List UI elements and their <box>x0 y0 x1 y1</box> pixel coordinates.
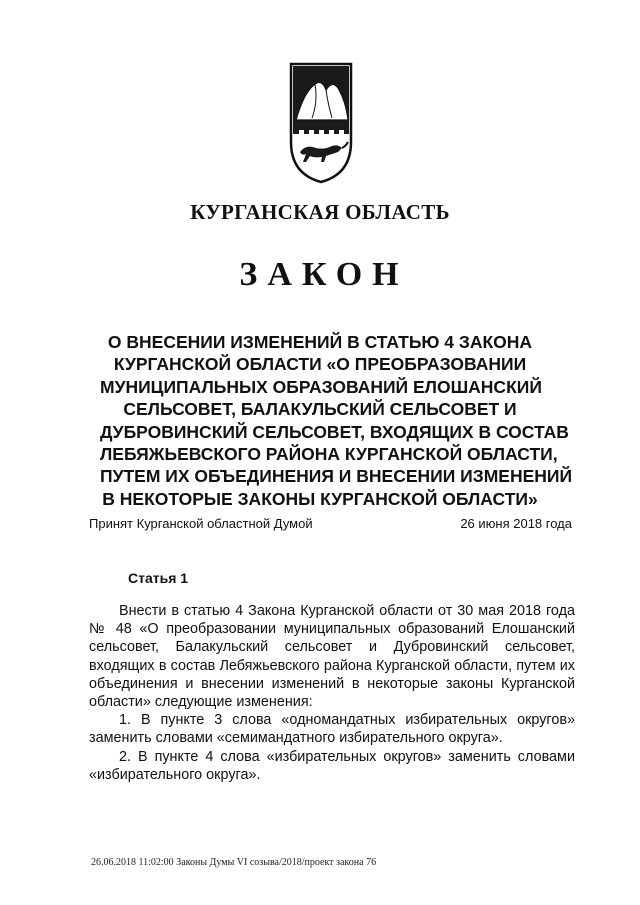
law-title-line: ЛЕБЯЖЬЕВСКОГО РАЙОНА КУРГАНСКОЙ ОБЛАСТИ, <box>100 444 558 465</box>
document-type-heading: ЗАКОН <box>239 256 409 293</box>
law-title-line: ДУБРОВИНСКИЙ СЕЛЬСОВЕТ, ВХОДЯЩИХ В СОСТАВ <box>100 421 569 442</box>
region-name: КУРГАНСКАЯ ОБЛАСТЬ <box>190 200 450 224</box>
article-paragraph: 2. В пункте 4 слова «избирательных округов» заменить словами «избирательного округа». <box>89 748 575 783</box>
adopted-by: Принят Курганской областной Думой <box>89 516 313 531</box>
article-paragraph: 1. В пункте 3 слова «одномандатных избирательных округов» заменить словами «семимандатного избирательного округа». <box>89 712 575 747</box>
law-title <box>100 331 573 510</box>
law-title-line: В НЕКОТОРЫЕ ЗАКОНЫ КУРГАНСКОЙ ОБЛАСТИ» <box>102 488 538 509</box>
article-body <box>89 602 575 784</box>
coat-of-arms-icon <box>288 62 354 184</box>
law-title-line: СЕЛЬСОВЕТ, БАЛАКУЛЬСКИЙ СЕЛЬСОВЕТ И <box>123 399 517 420</box>
footer-stamp: 26.06.2018 11:02:00 Законы Думы VI созыва/2018/проект закона 76 <box>91 857 377 868</box>
law-title-line: О ВНЕСЕНИИ ИЗМЕНЕНИЙ В СТАТЬЮ 4 ЗАКОНА <box>107 332 533 352</box>
law-title-line: ПУТЕМ ИХ ОБЪЕДИНЕНИЯ И ВНЕСЕНИИ ИЗМЕНЕНИЙ <box>100 466 573 487</box>
law-title-line: КУРГАНСКОЙ ОБЛАСТИ «О ПРЕОБРАЗОВАНИИ <box>113 354 527 375</box>
law-title-line: МУНИЦИПАЛЬНЫХ ОБРАЗОВАНИЙ ЕЛОШАНСКИЙ <box>100 376 542 397</box>
adoption-date: 26 июня 2018 года <box>460 516 572 531</box>
article-heading: Статья 1 <box>128 570 189 586</box>
article-paragraph: Внести в статью 4 Закона Курганской области от 30 мая 2018 года № 48 «О преобразовании муниципальных образований Елошанский сельсовет, Балакульский сельсовет и Дубровинский сельсовет, входящих в состав Лебяжьевского района Курганской области, путем их объединения и внесении изменений в некоторые законы Курганской области» следующие изменения: <box>89 603 575 711</box>
